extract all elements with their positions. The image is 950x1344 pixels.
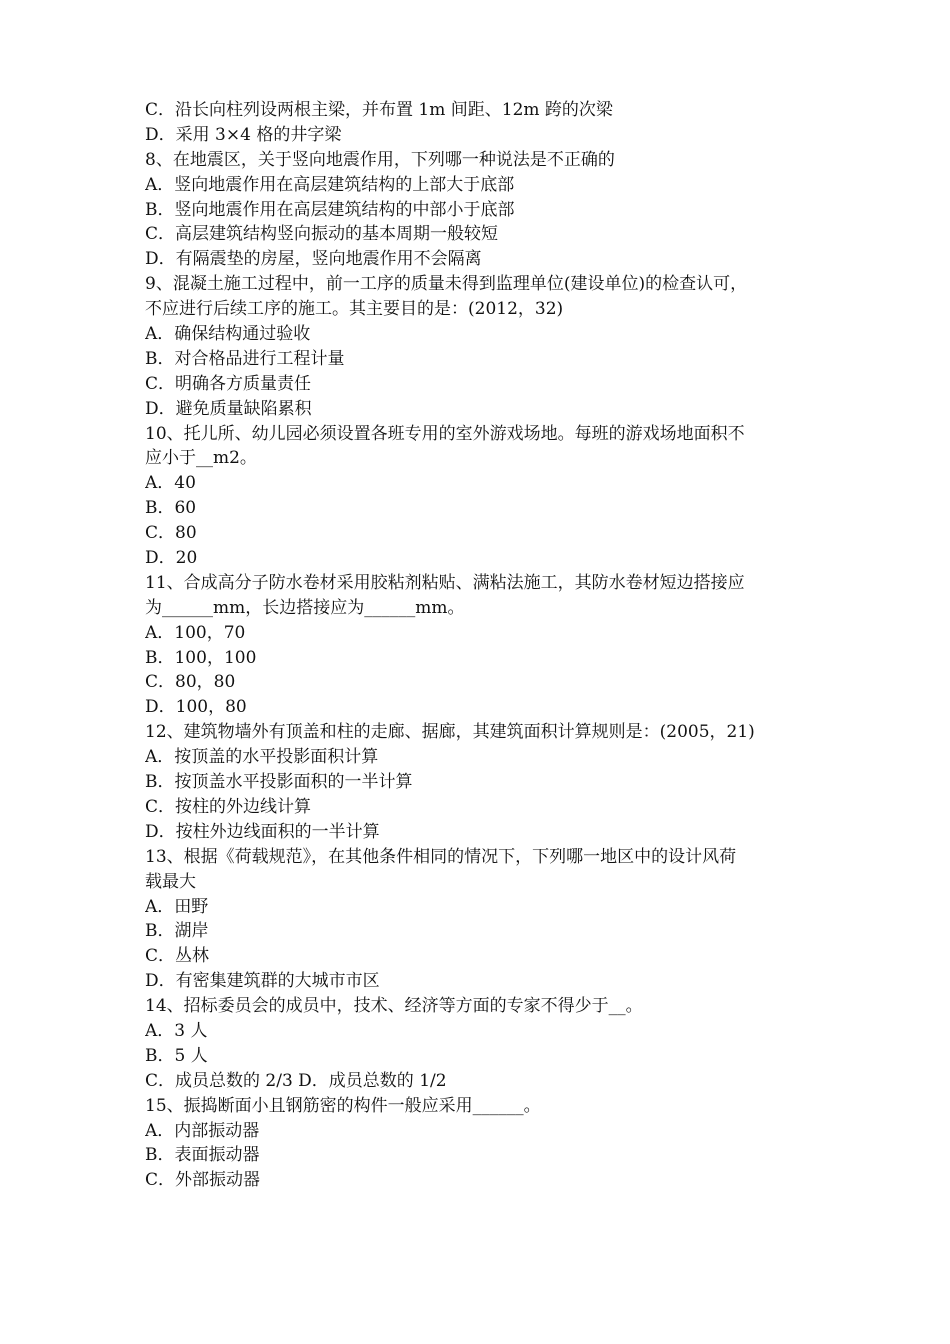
question-13: 13、根据《荷载规范》，在其他条件相同的情况下，下列哪一地区中的设计风荷 [145, 846, 737, 867]
option-line: B．按顶盖水平投影面积的一半计算 [145, 772, 413, 793]
question-12: 12、建筑物墙外有顶盖和柱的走廊、据廊，其建筑面积计算规则是：(2005，21) [145, 722, 755, 743]
question-9-cont: 不应进行后续工序的施工。其主要目的是：(2012，32) [145, 299, 564, 320]
option-line: A．确保结构通过验收 [145, 324, 311, 345]
option-line: C．外部振动器 [145, 1170, 261, 1191]
question-11: 11、合成高分子防水卷材采用胶粘剂粘贴、满粘法施工，其防水卷材短边搭接应 [145, 572, 745, 593]
option-line: C．丛林 [145, 946, 210, 967]
option-line: D．有密集建筑群的大城市市区 [145, 971, 380, 992]
question-10: 10、托儿所、幼儿园必须设置各班专用的室外游戏场地。每班的游戏场地面积不 [145, 423, 745, 444]
option-line: B．湖岸 [145, 921, 209, 942]
option-line: D．按柱外边线面积的一半计算 [145, 821, 380, 842]
option-line: C．高层建筑结构竖向振动的基本周期一般较短 [145, 224, 499, 245]
question-10-cont: 应小于__m2。 [145, 448, 257, 469]
option-line: C．80 [145, 523, 197, 544]
option-line: D．有隔震垫的房屋，竖向地震作用不会隔离 [145, 249, 482, 270]
option-line: A．田野 [145, 896, 209, 917]
option-line: C．成员总数的 2/3 D．成员总数的 1/2 [145, 1070, 447, 1091]
option-line: A．内部振动器 [145, 1120, 260, 1141]
option-line: D．100，80 [145, 697, 247, 718]
option-line: B．100，100 [145, 647, 257, 668]
option-line: B．对合格品进行工程计量 [145, 348, 345, 369]
question-14: 14、招标委员会的成员中，技术、经济等方面的专家不得少于__。 [145, 996, 643, 1017]
option-line: B．表面振动器 [145, 1145, 260, 1166]
option-line: D．20 [145, 548, 198, 569]
option-line: A．40 [145, 473, 196, 494]
option-line: C．按柱的外边线计算 [145, 796, 312, 817]
option-line: A．按顶盖的水平投影面积计算 [145, 747, 379, 768]
question-15: 15、振捣断面小且钢筋密的构件一般应采用______。 [145, 1095, 541, 1116]
option-line: C．80，80 [145, 672, 236, 693]
option-line: A．100，70 [145, 622, 246, 643]
question-11-cont: 为______mm，长边搭接应为______mm。 [145, 597, 465, 618]
option-line: D．避免质量缺陷累积 [145, 398, 312, 419]
question-9: 9、混凝土施工过程中，前一工序的质量未得到监理单位(建设单位)的检查认可， [145, 274, 748, 295]
option-line: B．5 人 [145, 1045, 208, 1066]
option-line: B．60 [145, 498, 197, 519]
text-line: D．采用 3×4 格的井字梁 [145, 124, 342, 145]
question-8: 8、在地震区，关于竖向地震作用，下列哪一种说法是不正确的 [145, 149, 615, 170]
option-line: C．明确各方质量责任 [145, 373, 312, 394]
option-line: A．竖向地震作用在高层建筑结构的上部大于底部 [145, 174, 515, 195]
text-line: C．沿长向柱列设两根主梁，并布置 1m 间距、12m 跨的次梁 [145, 100, 613, 120]
question-13-cont: 载最大 [145, 871, 196, 892]
option-line: B．竖向地震作用在高层建筑结构的中部小于底部 [145, 199, 515, 220]
option-line: A．3 人 [145, 1020, 208, 1041]
document-body [145, 98, 815, 1193]
